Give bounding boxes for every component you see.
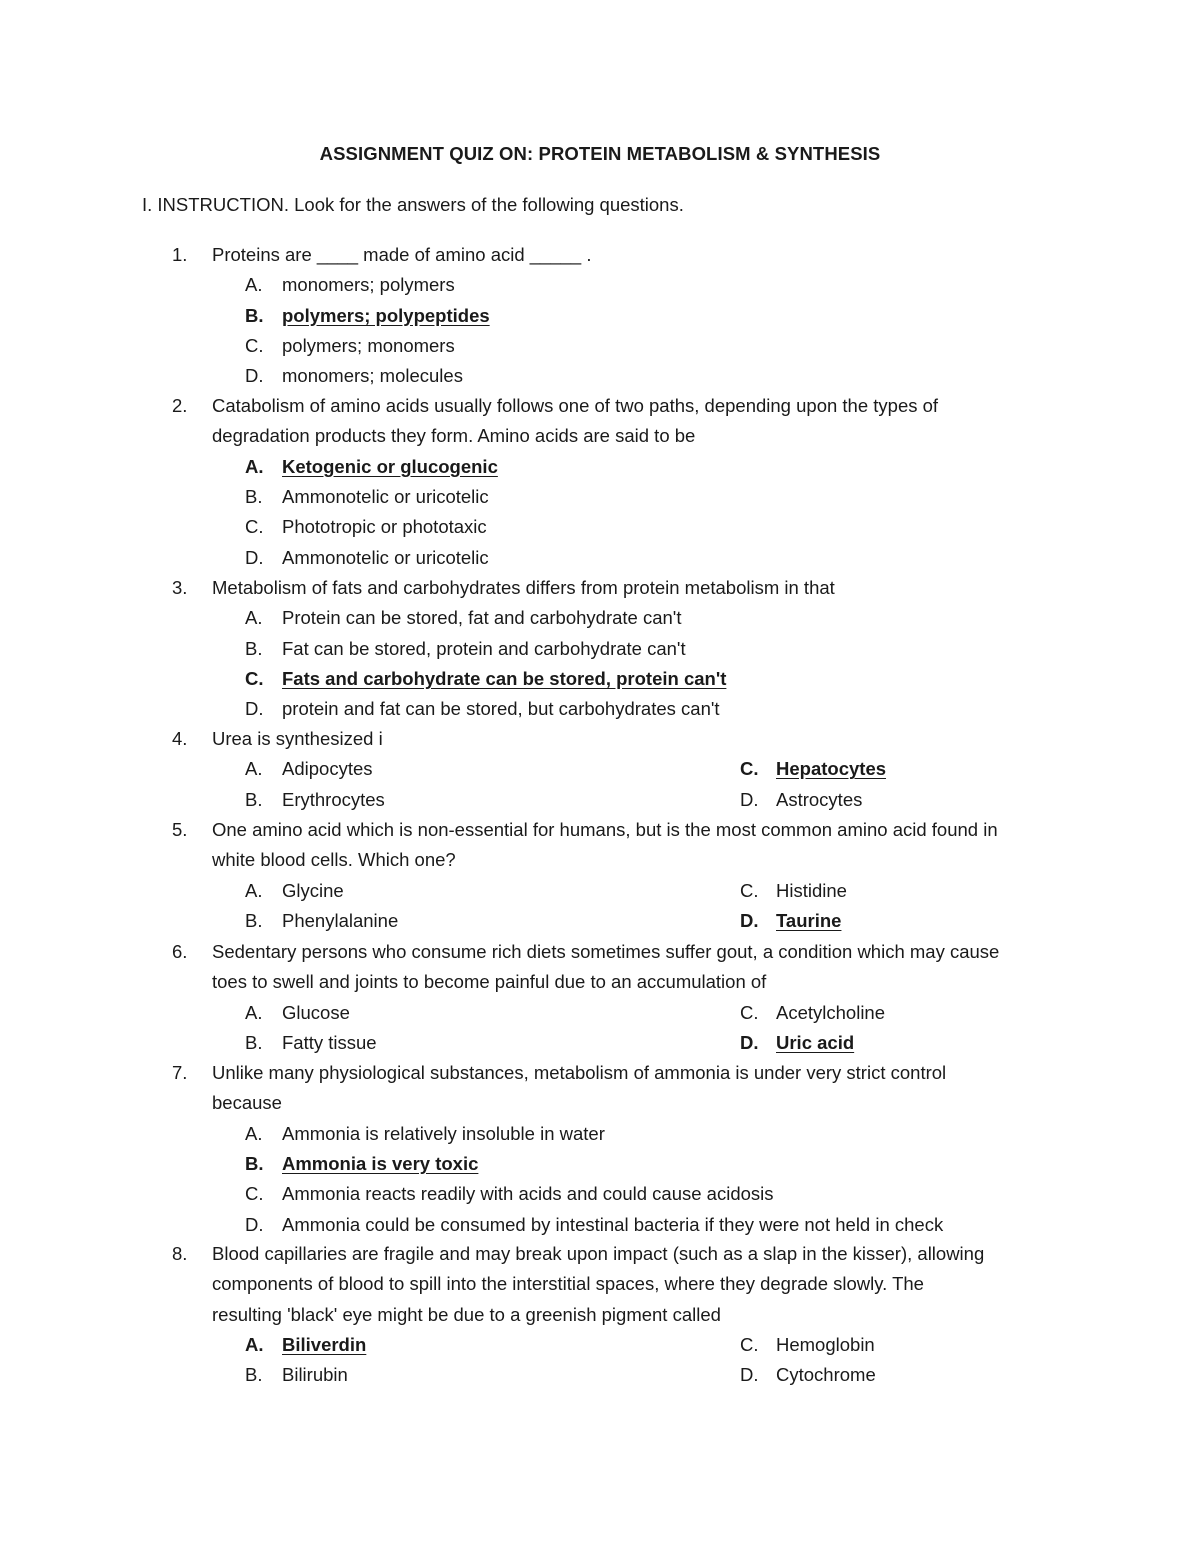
question-number: 1. [172, 244, 188, 265]
option-text: Fat can be stored, protein and carbohydrate can't [282, 637, 686, 659]
question-number: 6. [172, 941, 188, 962]
option-letter: C. [245, 516, 264, 538]
option-letter: D. [740, 788, 759, 810]
option-text: Cytochrome [776, 1364, 876, 1386]
option-letter: B. [245, 1152, 264, 1174]
option-letter: A. [245, 1333, 264, 1355]
question-text: Unlike many physiological substances, metabolism of ammonia is under very strict control [212, 1062, 947, 1083]
option-text: Hemoglobin [776, 1333, 875, 1355]
question-number: 8. [172, 1243, 188, 1264]
option-text: Adipocytes [282, 758, 373, 780]
instruction-text: I. INSTRUCTION. Look for the answers of the following questions. [142, 194, 684, 215]
question-text: white blood cells. Which one? [212, 849, 456, 871]
option-text: Glycine [282, 879, 344, 901]
option-letter: D. [740, 909, 759, 931]
option-letter: C. [740, 1333, 759, 1355]
option-text: Glucose [282, 1001, 350, 1023]
option-letter: C. [245, 667, 264, 689]
correct-answer: Ketogenic or glucogenic [282, 455, 498, 477]
question-text: degradation products they form. Amino acids are said to be [212, 425, 696, 447]
option-letter: B. [245, 304, 264, 326]
option-letter: C. [740, 758, 759, 780]
option-letter: D. [245, 698, 264, 720]
option-letter: A. [245, 607, 263, 629]
option-text: polymers; monomers [282, 334, 455, 356]
option-letter: B. [245, 1031, 263, 1053]
option-text: monomers; polymers [282, 274, 455, 296]
option-text: Protein can be stored, fat and carbohydrate can't [282, 607, 682, 629]
option-letter: C. [245, 334, 264, 356]
question-text: resulting 'black' eye might be due to a greenish pigment called [212, 1303, 721, 1325]
correct-answer: Hepatocytes [776, 758, 887, 780]
question-number: 5. [172, 819, 188, 840]
question-number: 2. [172, 395, 188, 416]
option-letter: D. [245, 1213, 264, 1235]
option-text: Histidine [776, 879, 847, 901]
option-letter: D. [245, 365, 264, 387]
question-number: 7. [172, 1062, 188, 1083]
option-letter: C. [740, 879, 759, 901]
option-letter: A. [245, 1122, 263, 1144]
question-number: 4. [172, 728, 188, 749]
question-number: 3. [172, 577, 188, 598]
option-text: Ammonotelic or uricotelic [282, 485, 489, 507]
option-letter: A. [245, 879, 263, 901]
option-text: Erythrocytes [282, 788, 385, 810]
correct-answer: Uric acid [776, 1031, 855, 1053]
question-text: Metabolism of fats and carbohydrates differs from protein metabolism in that [212, 577, 835, 598]
option-letter: B. [245, 485, 263, 507]
question-text: toes to swell and joints to become painful due to an accumulation of [212, 971, 767, 993]
question-text: components of blood to spill into the interstitial spaces, where they degrade slowly. The [212, 1273, 924, 1295]
question-text: One amino acid which is non-essential for humans, but is the most common amino acid found in [212, 819, 998, 840]
question-text: Catabolism of amino acids usually follows one of two paths, depending upon the types of [212, 395, 939, 416]
question-text: because [212, 1092, 282, 1114]
option-text: monomers; molecules [282, 365, 463, 387]
option-letter: C. [740, 1001, 759, 1023]
option-text: Astrocytes [776, 788, 863, 810]
option-text: Bilirubin [282, 1364, 348, 1386]
option-letter: B. [245, 909, 263, 931]
correct-answer: polymers; polypeptides [282, 304, 490, 326]
option-letter: C. [245, 1183, 264, 1205]
option-text: Ammonia is relatively insoluble in water [282, 1122, 605, 1144]
option-letter: D. [245, 546, 264, 568]
question-text: Urea is synthesized i [212, 728, 383, 749]
option-text: Ammonotelic or uricotelic [282, 546, 489, 568]
option-text: Ammonia reacts readily with acids and could cause acidosis [282, 1183, 774, 1205]
option-text: Ammonia could be consumed by intestinal bacteria if they were not held in check [282, 1213, 944, 1235]
page-title: ASSIGNMENT QUIZ ON: PROTEIN METABOLISM & SYNTHESIS [319, 143, 881, 164]
question-text: Blood capillaries are fragile and may break upon impact (such as a slap in the kisser), allowing [212, 1243, 985, 1264]
option-letter: B. [245, 637, 263, 659]
option-letter: A. [245, 1001, 263, 1023]
option-text: protein and fat can be stored, but carbohydrates can't [282, 698, 720, 720]
correct-answer: Ammonia is very toxic [282, 1152, 479, 1174]
question-text: Sedentary persons who consume rich diets sometimes suffer gout, a condition which may cause [212, 941, 1000, 962]
correct-answer: Taurine [776, 909, 842, 931]
correct-answer: Fats and carbohydrate can be stored, protein can't [282, 667, 727, 689]
option-letter: D. [740, 1364, 759, 1386]
option-letter: A. [245, 274, 263, 296]
option-text: Fatty tissue [282, 1031, 377, 1053]
correct-answer: Biliverdin [282, 1333, 367, 1355]
option-letter: A. [245, 758, 263, 780]
option-letter: B. [245, 1364, 263, 1386]
option-text: Phenylalanine [282, 909, 399, 931]
option-letter: A. [245, 455, 264, 477]
question-text: Proteins are ____ made of amino acid _____ . [212, 244, 592, 265]
option-text: Acetylcholine [776, 1001, 886, 1023]
option-text: Phototropic or phototaxic [282, 516, 487, 538]
option-letter: D. [740, 1031, 759, 1053]
option-letter: B. [245, 788, 263, 810]
